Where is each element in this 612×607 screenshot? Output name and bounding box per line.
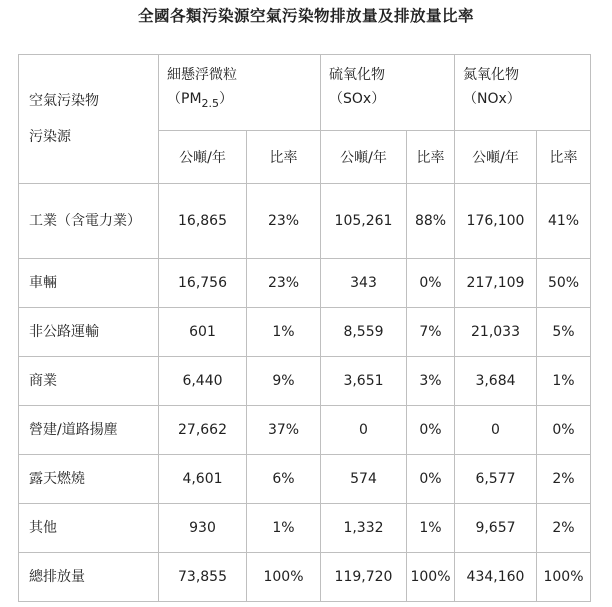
pm25-ratio: 100% <box>247 553 321 602</box>
header-pollutant-source-cell <box>19 55 159 184</box>
pm25-tonnes: 27,662 <box>159 406 247 455</box>
page-title: 全國各類污染源空氣污染物排放量及排放量比率 <box>137 7 474 25</box>
nox-ratio: 2% <box>537 504 591 553</box>
sox-ratio: 1% <box>407 504 455 553</box>
sox-ratio: 3% <box>407 357 455 406</box>
nox-ratio: 41% <box>537 184 591 259</box>
row-label: 非公路運輸 <box>19 308 159 357</box>
pm25-ratio: 1% <box>247 504 321 553</box>
sox-tonnes: 343 <box>321 259 407 308</box>
header-group-pm25 <box>159 55 321 131</box>
sox-ratio: 0% <box>407 406 455 455</box>
sox-tonnes: 1,332 <box>321 504 407 553</box>
nox-tonnes: 434,160 <box>455 553 537 602</box>
sox-ratio: 88% <box>407 184 455 259</box>
unit-header: 公噸/年 <box>321 131 407 184</box>
table-row <box>19 357 591 406</box>
table-row-total <box>19 553 591 602</box>
nox-tonnes: 21,033 <box>455 308 537 357</box>
header-source-label: 污染源 <box>29 129 71 145</box>
pm25-tonnes: 73,855 <box>159 553 247 602</box>
pm25-ratio: 6% <box>247 455 321 504</box>
row-label: 營建/道路揚塵 <box>19 406 159 455</box>
header-group-nox <box>455 55 591 131</box>
pm25-tonnes: 6,440 <box>159 357 247 406</box>
pm25-ratio: 23% <box>247 259 321 308</box>
pm25-tonnes: 16,865 <box>159 184 247 259</box>
ratio-header: 比率 <box>407 131 455 184</box>
pm25-ratio: 1% <box>247 308 321 357</box>
row-label: 其他 <box>19 504 159 553</box>
table-row <box>19 259 591 308</box>
pm25-tonnes: 4,601 <box>159 455 247 504</box>
unit-header: 公噸/年 <box>455 131 537 184</box>
table-row <box>19 406 591 455</box>
nox-tonnes: 217,109 <box>455 259 537 308</box>
table-row <box>19 308 591 357</box>
table-row <box>19 184 591 259</box>
pm25-ratio: 23% <box>247 184 321 259</box>
row-label: 總排放量 <box>19 553 159 602</box>
row-label: 車輛 <box>19 259 159 308</box>
group-abbr: （NOx） <box>463 91 521 107</box>
sox-ratio: 100% <box>407 553 455 602</box>
nox-ratio: 0% <box>537 406 591 455</box>
nox-tonnes: 0 <box>455 406 537 455</box>
table-row <box>19 455 591 504</box>
pm25-ratio: 9% <box>247 357 321 406</box>
sox-tonnes: 8,559 <box>321 308 407 357</box>
pm25-ratio: 37% <box>247 406 321 455</box>
nox-ratio: 100% <box>537 553 591 602</box>
header-row-groups <box>19 55 591 131</box>
pm25-tonnes: 16,756 <box>159 259 247 308</box>
unit-header: 公噸/年 <box>159 131 247 184</box>
sox-tonnes: 105,261 <box>321 184 407 259</box>
group-name: 氮氧化物 <box>463 67 519 83</box>
row-label: 露天燃燒 <box>19 455 159 504</box>
nox-ratio: 2% <box>537 455 591 504</box>
pm25-tonnes: 930 <box>159 504 247 553</box>
emissions-table <box>18 54 591 602</box>
nox-tonnes: 9,657 <box>455 504 537 553</box>
nox-ratio: 5% <box>537 308 591 357</box>
table-row <box>19 504 591 553</box>
sox-tonnes: 0 <box>321 406 407 455</box>
sox-tonnes: 3,651 <box>321 357 407 406</box>
header-group-sox <box>321 55 455 131</box>
nox-tonnes: 176,100 <box>455 184 537 259</box>
group-abbr: （SOx） <box>329 91 386 107</box>
sox-tonnes: 574 <box>321 455 407 504</box>
sox-ratio: 0% <box>407 455 455 504</box>
sox-tonnes: 119,720 <box>321 553 407 602</box>
sox-ratio: 7% <box>407 308 455 357</box>
row-label: 工業（含電力業） <box>19 184 159 259</box>
nox-tonnes: 3,684 <box>455 357 537 406</box>
ratio-header: 比率 <box>247 131 321 184</box>
group-name: 細懸浮微粒 <box>167 67 237 83</box>
pm25-tonnes: 601 <box>159 308 247 357</box>
sox-ratio: 0% <box>407 259 455 308</box>
ratio-header: 比率 <box>537 131 591 184</box>
group-abbr: $(PM_{2.5})$ <box>167 91 234 110</box>
row-label: 商業 <box>19 357 159 406</box>
header-pollutant-label: 空氣污染物 <box>29 93 99 109</box>
nox-tonnes: 6,577 <box>455 455 537 504</box>
nox-ratio: 50% <box>537 259 591 308</box>
nox-ratio: 1% <box>537 357 591 406</box>
group-name: 硫氧化物 <box>329 67 385 83</box>
